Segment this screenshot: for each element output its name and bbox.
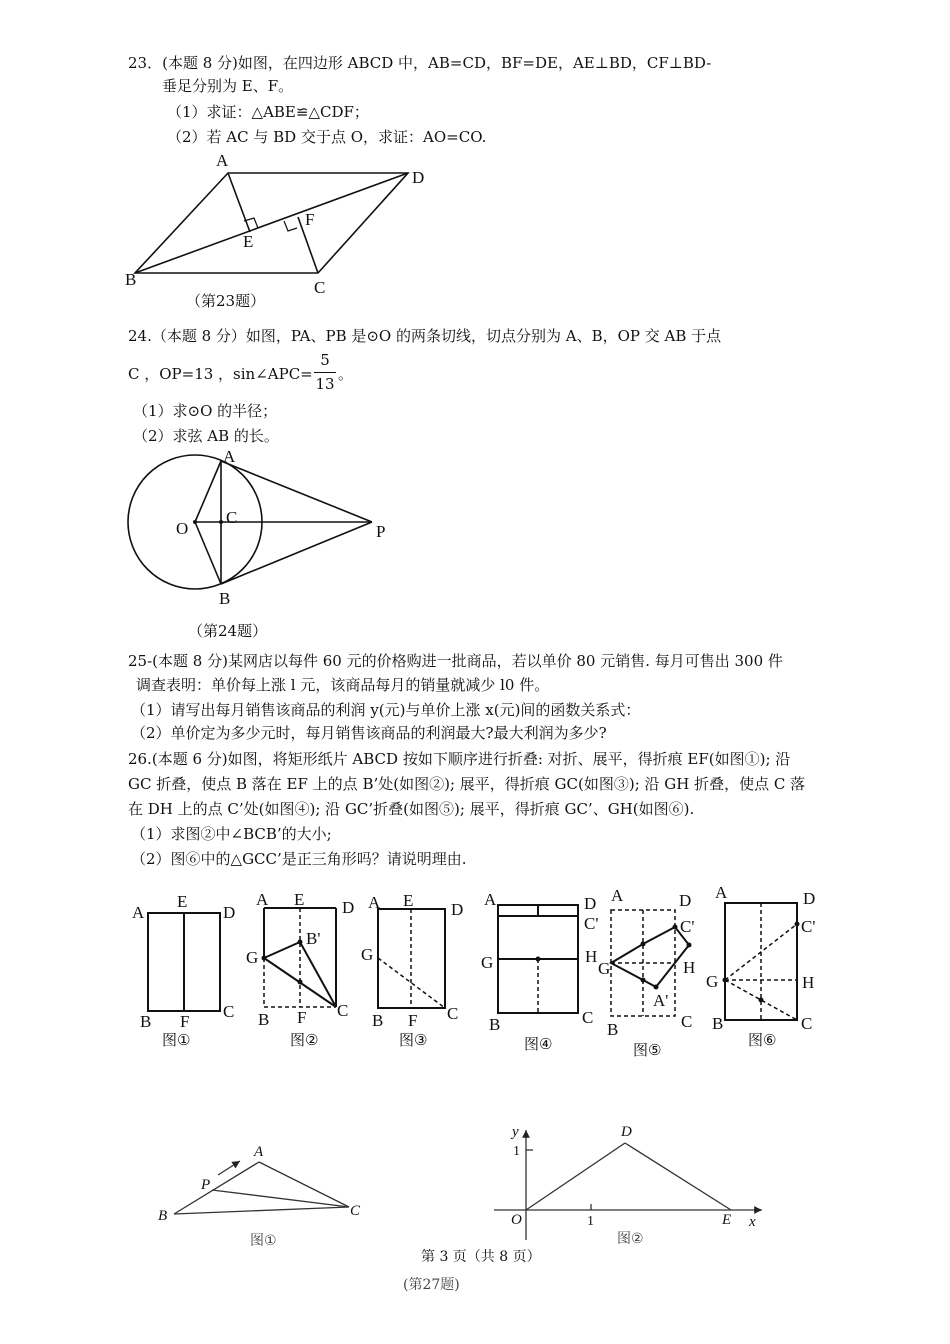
q26-fig6-label-c1: C' <box>801 917 816 936</box>
q26-fig3-label-c: C <box>447 1004 459 1023</box>
q26-fig4-caption: 图④ <box>524 1035 553 1053</box>
q26-fig2-label-b1: B' <box>306 929 321 948</box>
q24-line2a: C ，OP=13 ，sin∠APC= <box>128 365 313 383</box>
q26-fig5-label-a: A <box>611 886 624 905</box>
q26-fig5-caption: 图⑤ <box>633 1041 662 1059</box>
q27-fig2-label-e: E <box>722 1212 732 1228</box>
q26-fig4-label-b: B <box>489 1015 501 1034</box>
q24-part2: （2）求弦 AB 的长。 <box>133 427 279 445</box>
q27-fig1-caption: 图① <box>250 1233 277 1249</box>
q26-fig3-label-g: G <box>361 945 374 964</box>
q26-fig1-label-d: D <box>223 903 236 922</box>
q26-fig4-label-d: D <box>584 894 597 913</box>
q26-fig5-label-h: H <box>683 958 696 977</box>
q26-fig6-caption: 图⑥ <box>748 1031 777 1049</box>
q23-label-c: C <box>314 278 326 297</box>
q23-line1: 23．(本题 8 分)如图，在四边形 ABCD 中，AB=CD，BF=DE，AE⊥BD，CF⊥BD- <box>128 54 712 72</box>
q26-fig5-label-b: B <box>607 1020 619 1039</box>
q24-frac-den: 13 <box>315 375 335 393</box>
q23-label-a: A <box>216 151 229 170</box>
q26-fig1-label-c: C <box>223 1002 235 1021</box>
q26-fig1-label-f: F <box>180 1012 190 1031</box>
q24-line2b: 。 <box>338 365 354 383</box>
q23-label-d: D <box>412 168 425 187</box>
q26-fig1-label-a: A <box>132 903 145 922</box>
q23-caption: （第23题） <box>186 292 266 310</box>
q26-fig6-label-g: G <box>706 972 719 991</box>
q27-caption: (第27题) <box>403 1277 460 1293</box>
q27-fig2-label-d: D <box>621 1124 632 1140</box>
q25-part2: （2）单价定为多少元时，每月销售该商品的利润最大?最大利润为多少? <box>131 724 607 742</box>
q24-line1: 24.（本题 8 分）如图，PA、PB 是⊙O 的两条切线，切点分别为 A、B，OP 交 AB 于点 <box>128 327 722 345</box>
q26-fig3-label-b: B <box>372 1011 384 1030</box>
q24-frac-num: 5 <box>320 351 330 369</box>
q25-line2: 调查表明：单价每上涨 l 元，该商品每月的销量就减少 l0 件。 <box>136 676 550 694</box>
q26-line3: 在 DH 上的点 C’处(如图④); 沿 GC’折叠(如图⑤); 展平，得折痕 GC’、GH(如图⑥). <box>128 800 695 818</box>
q26-fig6-label-h: H <box>802 973 815 992</box>
q27-fig2-label-y: y <box>512 1124 519 1140</box>
q23-line2: 垂足分别为 E、F。 <box>162 77 294 95</box>
q26-fig5-label-c: C <box>681 1012 693 1031</box>
q26-fig5-label-a1: A' <box>653 991 669 1010</box>
q23-label-b: B <box>125 270 137 289</box>
page-footer: 第 3 页（共 8 页） <box>421 1249 541 1265</box>
q26-fig5-label-d: D <box>679 891 692 910</box>
q26-fig5-label-c1: C' <box>680 917 695 936</box>
q26-fig4-label-g: G <box>481 953 494 972</box>
q24-label-o: O <box>176 519 189 538</box>
q26-part1: （1）求图②中∠BCB’的大小; <box>131 825 332 843</box>
q23-label-e: E <box>243 232 254 251</box>
q26-fig6-label-a: A <box>715 883 728 902</box>
q24-label-b: B <box>219 589 231 608</box>
q26-fig2-label-f: F <box>297 1008 307 1027</box>
q26-fig3-label-a: A <box>368 893 381 912</box>
q26-fig2-label-d: D <box>342 898 355 917</box>
q26-line2: GC 折叠，使点 B 落在 EF 上的点 B’处(如图②); 展平，得折痕 GC(如图③); 沿 GH 折叠，使点 C 落 <box>128 775 806 793</box>
q26-fig2-label-g: G <box>246 948 259 967</box>
q24-label-p: P <box>376 522 386 541</box>
q24-label-c: C <box>226 508 238 527</box>
q26-fig1-label-e: E <box>177 892 188 911</box>
q26-fig3-caption: 图③ <box>399 1031 428 1049</box>
q26-line1: 26.(本题 6 分)如图，将矩形纸片 ABCD 按如下顺序进行折叠: 对折、展平，得折痕 EF(如图①); 沿 <box>128 750 791 768</box>
q26-fig3-label-f: F <box>408 1011 418 1030</box>
q26-fig4-label-c: C <box>582 1008 594 1027</box>
q23-part1: （1）求证：△ABE≌△CDF； <box>167 103 369 121</box>
q26-fig3-label-d: D <box>451 900 464 919</box>
q26-fig6-label-b: B <box>712 1014 724 1033</box>
q26-fig3-label-e: E <box>403 891 414 910</box>
q23-part2: （2）若 AC 与 BD 交于点 O，求证：AO=CO. <box>167 128 487 146</box>
q26-fig5-label-g: G <box>598 959 611 978</box>
q23-label-f: F <box>305 210 315 229</box>
q27-fig1-label-b: B <box>158 1208 168 1224</box>
q26-fig4-label-c1: C' <box>584 914 599 933</box>
q26-fig2-label-c: C <box>337 1001 349 1020</box>
q27-fig2-label-x: x <box>749 1214 756 1230</box>
q27-fig2-caption: 图② <box>617 1231 644 1247</box>
q26-fig2-label-e: E <box>294 890 305 909</box>
q25-line1: 25-(本题 8 分)某网店以每件 60 元的价格购进一批商品，若以单价 80 元销售. 每月可售出 300 件 <box>128 652 783 670</box>
q26-fig6-label-d: D <box>803 889 816 908</box>
q27-fig2-tick-y1: 1 <box>513 1144 520 1159</box>
q27-fig2-label-o: O <box>511 1212 522 1228</box>
q24-part1: （1）求⊙O 的半径； <box>133 402 278 420</box>
q26-fig2-label-b: B <box>258 1010 270 1029</box>
q25-part1: （1）请写出每月销售该商品的利润 y(元)与单价上涨 x(元)间的函数关系式： <box>131 701 641 719</box>
q26-fig1-caption: 图① <box>162 1031 191 1049</box>
q27-fig1-label-a: A <box>254 1144 264 1160</box>
q27-fig1-label-c: C <box>350 1203 361 1219</box>
q27-fig2-tick-x1: 1 <box>587 1214 594 1229</box>
q26-fig2-label-a: A <box>256 890 269 909</box>
q26-part2: （2）图⑥中的△GCC’是正三角形吗？请说明理由. <box>131 850 467 868</box>
q26-fig6-label-c: C <box>801 1014 813 1033</box>
q24-caption: （第24题） <box>188 622 268 640</box>
q27-fig1-label-p: P <box>201 1177 211 1193</box>
q26-fig4-label-h: H <box>585 947 598 966</box>
q26-fig4-label-a: A <box>484 890 497 909</box>
q26-fig2-caption: 图② <box>290 1031 319 1049</box>
q24-label-a: A <box>223 447 236 466</box>
q26-fig1-label-b: B <box>140 1012 152 1031</box>
